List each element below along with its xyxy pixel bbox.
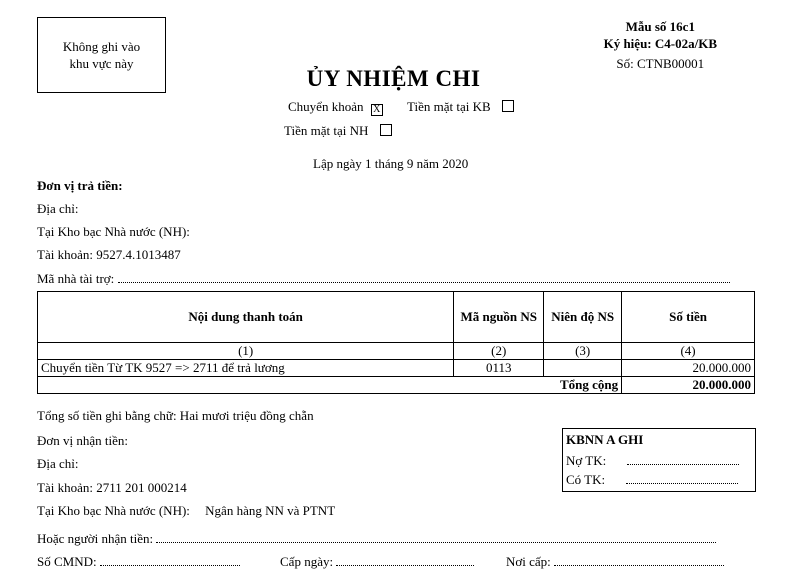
issue-place-label: Nơi cấp:: [506, 554, 551, 569]
table-header-row: [38, 292, 755, 343]
option-transfer-label: Chuyển khoản: [288, 99, 364, 114]
sponsor-code-label: Mã nhà tài trợ:: [37, 271, 115, 286]
col-number-4: (4): [622, 343, 755, 360]
id-no-label: Số CMND:: [37, 554, 97, 569]
payee-treasury-value: Ngân hàng NN và PTNT: [205, 503, 336, 518]
issue-date-dots: [336, 555, 474, 566]
payee-treasury-label: Tại Kho bạc Nhà nước (NH):: [37, 503, 190, 518]
debit-account-label: Nợ TK:: [566, 453, 607, 468]
issue-date-row: [280, 554, 474, 570]
sponsor-code-dots: [118, 272, 730, 283]
payment-table: [37, 291, 755, 394]
treasury-record-title: KBNN A GHI: [566, 432, 644, 447]
payee-address: Địa chỉ:: [37, 456, 79, 471]
debit-account-row: [566, 453, 739, 469]
row-source: 0113: [454, 360, 544, 377]
payee-account: Tài khoản: 2711 201 000214: [37, 480, 187, 495]
page-title: ỦY NHIỆM CHI: [306, 66, 481, 91]
id-no-dots: [100, 555, 240, 566]
receiver-dots: [156, 532, 716, 543]
form-number: Mẫu số 16c1: [625, 19, 695, 34]
option-cash-nh-label: Tiền mặt tại NH: [284, 123, 369, 138]
table-row: [38, 360, 755, 377]
payer-heading: Đơn vị trả tiền:: [37, 178, 123, 193]
col-number-2: (2): [454, 343, 544, 360]
id-no-row: [37, 554, 240, 570]
debit-account-dots: [627, 454, 739, 465]
option-transfer[interactable]: [288, 99, 383, 116]
receiver-row: [37, 531, 716, 547]
header-year: Niên độ NS: [544, 292, 622, 343]
payer-address: Địa chỉ:: [37, 201, 79, 216]
option-transfer-checkbox[interactable]: X: [371, 104, 383, 116]
row-year: [544, 360, 622, 377]
issue-place-row: [506, 554, 724, 570]
payee-heading: Đơn vị nhận tiền:: [37, 433, 128, 448]
option-cash-kb-checkbox[interactable]: [502, 100, 514, 112]
total-row: [38, 377, 755, 394]
treasury-record-box: [562, 428, 756, 492]
payer-account: Tài khoản: 9527.4.1013487: [37, 247, 181, 262]
reserved-area-line1: Không ghi vào: [62, 39, 141, 54]
row-amount: 20.000.000: [622, 360, 755, 377]
form-info: [604, 18, 717, 72]
option-cash-nh-checkbox[interactable]: [380, 124, 392, 136]
payer-treasury: Tại Kho bạc Nhà nước (NH):: [37, 224, 190, 239]
total-amount: 20.000.000: [622, 377, 755, 394]
header-amount: Số tiền: [622, 292, 755, 343]
option-cash-kb[interactable]: [407, 99, 514, 115]
document-number: Số: CTNB00001: [616, 56, 705, 71]
sponsor-code-row: [37, 271, 730, 287]
credit-account-dots: [626, 473, 738, 484]
row-content: Chuyển tiền Từ TK 9527 => 2711 để trả lương: [38, 360, 454, 377]
credit-account-row: [566, 472, 738, 488]
issue-date-label: Cấp ngày:: [280, 554, 334, 569]
total-label: Tổng cộng: [38, 377, 622, 394]
date-line: Lập ngày 1 tháng 9 năm 2020: [313, 156, 469, 171]
col-number-1: (1): [38, 343, 454, 360]
amount-in-words: Tổng số tiền ghi bằng chữ: Hai mươi triệu đồng chẵn: [37, 408, 314, 423]
option-cash-kb-label: Tiền mặt tại KB: [407, 99, 491, 114]
reserved-area-line2: khu vực này: [69, 56, 134, 71]
header-content: Nội dung thanh toán: [38, 292, 454, 343]
issue-place-dots: [554, 555, 724, 566]
form-symbol: Ký hiệu: C4-02a/KB: [603, 36, 717, 51]
credit-account-label: Có TK:: [566, 472, 606, 487]
receiver-label: Hoặc người nhận tiền:: [37, 531, 154, 546]
column-number-row: [38, 343, 755, 360]
option-cash-nh[interactable]: [284, 123, 392, 139]
header-source: Mã nguồn NS: [454, 292, 544, 343]
payee-treasury-row: [37, 503, 335, 519]
col-number-3: (3): [544, 343, 622, 360]
